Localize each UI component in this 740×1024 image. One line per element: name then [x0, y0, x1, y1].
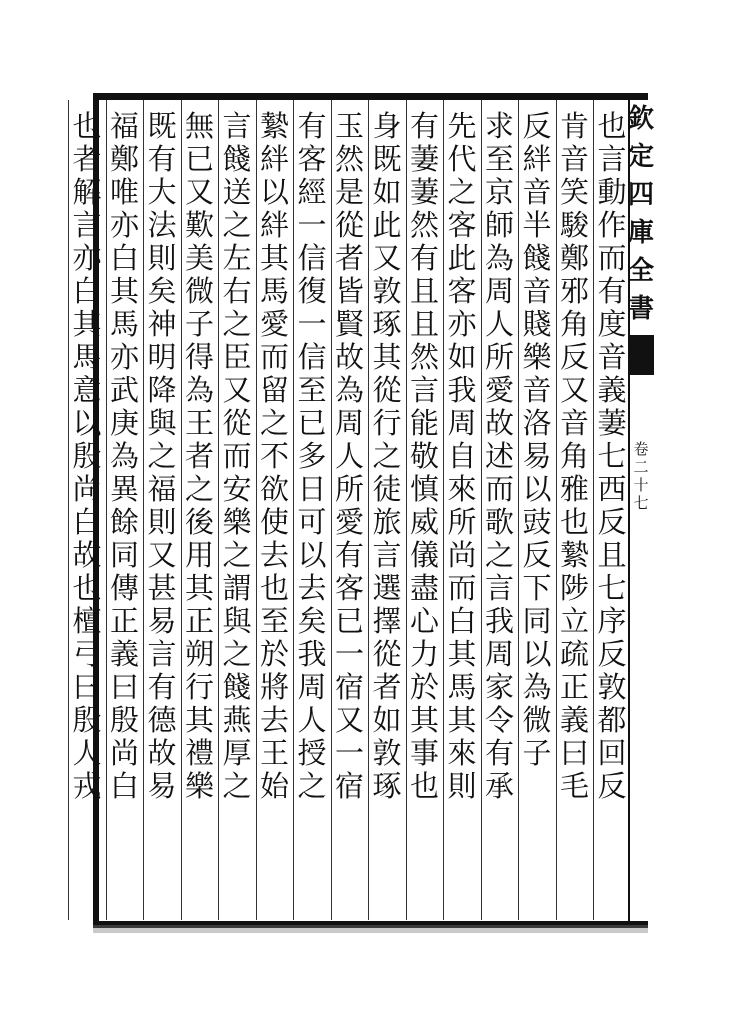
text-column: 身 既 如 此 又 敦 琢 其 從 行 之 徒 旅 言 選 擇 從 者 如 敦 琢 — [372, 110, 402, 803]
column-rule — [143, 100, 144, 920]
column-rule — [593, 100, 594, 920]
column-rule — [556, 100, 557, 920]
text-column: 無 已 又 歎 美 微 子 得 為 王 者 之 後 用 其 正 朔 行 其 禮 樂 — [184, 110, 214, 803]
text-column: 有 萋 萋 然 有 且 且 然 言 能 敬 慎 威 儀 盡 心 力 於 其 事 也 — [409, 110, 439, 803]
text-column: 肯 音 笑 駿 鄭 邪 角 反 又 音 角 雅 也 縶 陟 立 疏 正 義 曰 毛 — [559, 110, 589, 803]
spine-title: 欽 定 四 庫 全 書 — [628, 104, 655, 324]
text-column: 也 言 動 作 而 有 度 音 義 萋 七 西 反 且 七 序 反 敦 都 回 反 — [597, 110, 627, 803]
text-column: 言 餞 送 之 左 右 之 臣 又 從 而 安 樂 之 謂 與 之 餞 燕 厚 之 — [222, 110, 252, 803]
text-column: 縶 絆 以 絆 其 馬 愛 而 留 之 不 欲 使 去 也 至 於 將 去 王 始 — [259, 110, 289, 803]
spine-black-block — [630, 335, 654, 375]
text-column: 有 客 經 一 信 復 一 信 至 已 多 日 可 以 去 矣 我 周 人 授 之 — [297, 110, 327, 803]
text-column: 求 至 京 師 為 周 人 所 愛 故 述 而 歌 之 言 我 周 家 令 有 承 — [484, 110, 514, 803]
text-column: 反 絆 音 半 餞 音 賤 樂 音 洛 易 以 豉 反 下 同 以 為 微 子 — [522, 110, 552, 770]
column-rule — [218, 100, 219, 920]
spine-volume: 卷 二 十 七 — [633, 440, 649, 512]
column-rule — [106, 100, 107, 920]
text-column: 既 有 大 法 則 矣 神 明 降 與 之 福 則 又 甚 易 言 有 德 故 易 — [147, 110, 177, 803]
text-column: 福 鄭 唯 亦 白 其 馬 亦 武 庚 為 異 餘 同 傳 正 義 曰 殷 尚 白 — [109, 110, 139, 803]
text-column: 先 代 之 客 此 客 亦 如 我 周 自 來 所 尚 而 白 其 馬 其 來 則 — [447, 110, 477, 803]
column-rule — [406, 100, 407, 920]
text-column: 也 者 解 言 亦 白 其 馬 意 以 殷 尚 白 故 也 檀 弓 曰 殷 人 戎 — [72, 110, 102, 803]
column-rule — [368, 100, 369, 920]
column-rule — [481, 100, 482, 920]
column-rule — [331, 100, 332, 920]
text-column: 玉 然 是 從 者 皆 賢 故 為 周 人 所 愛 有 客 已 一 宿 又 一 宿 — [334, 110, 364, 803]
column-rule — [443, 100, 444, 920]
column-rule — [293, 100, 294, 920]
column-rule — [518, 100, 519, 920]
column-rule — [256, 100, 257, 920]
column-rule — [181, 100, 182, 920]
column-rule — [68, 100, 69, 920]
bottom-edge — [93, 925, 648, 933]
